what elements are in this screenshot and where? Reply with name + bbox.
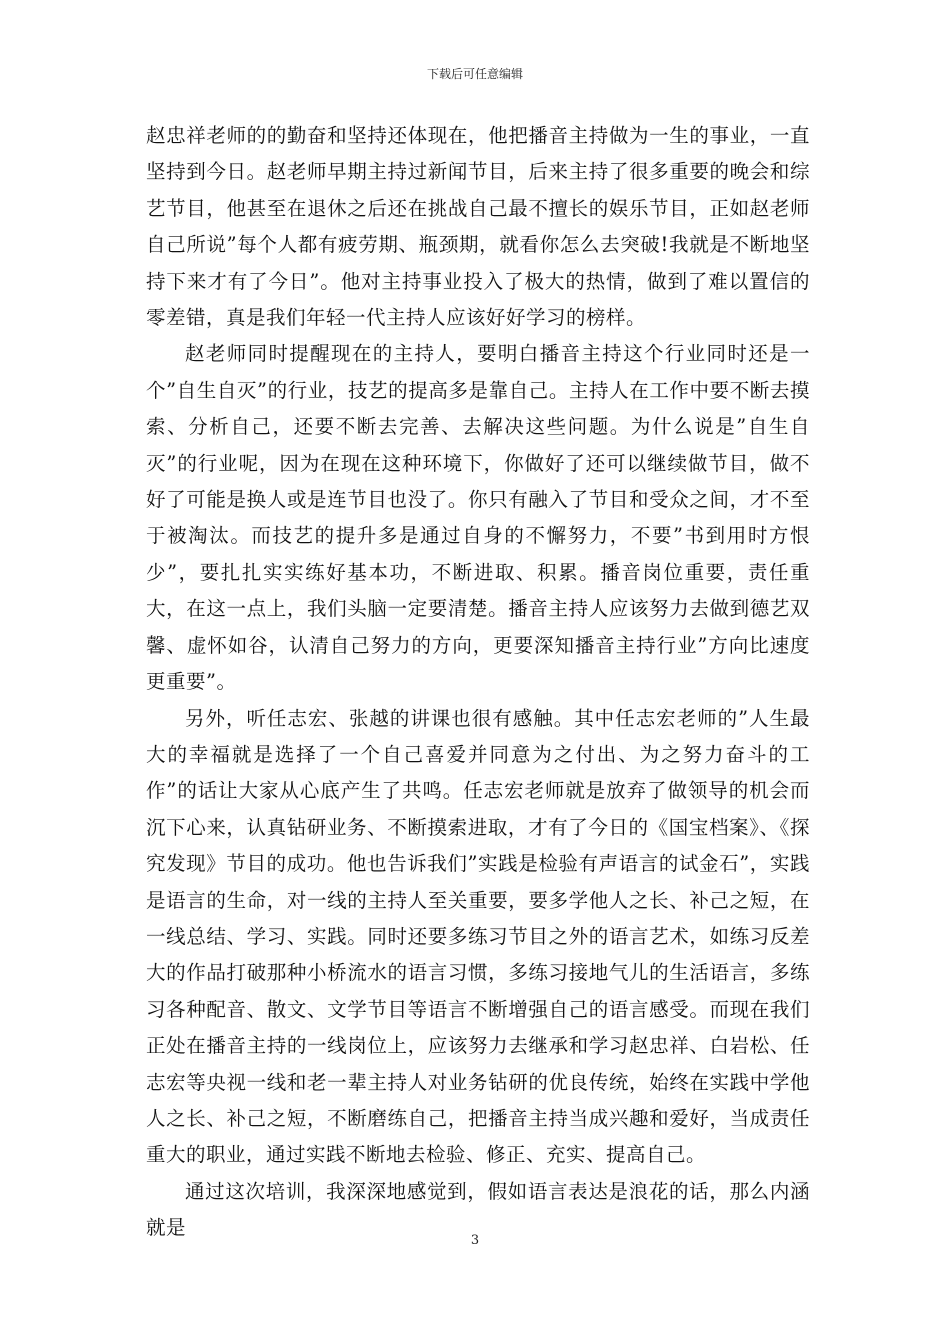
document-body (146, 118, 810, 1247)
paragraph-3: 另外，听任志宏、张越的讲课也很有感触。其中任志宏老师的”人生最大的幸福就是选择了一个自己喜爱并同意为之付出、为之努力奋斗的工作”的话让大家从心底产生了共鸣。任志宏老师就是放弃了做领导的机会而沉下心来，认真钻研业务、不断摸索进取，才有了今日的《国宝档案》、《探究发现》节目的成功。他也告诉我们”实践是检验有声语言的试金石”，实践是语言的生命，对一线的主持人至关重要，要多学他人之长、补己之短，在一线总结、学习、实践。同时还要多练习节目之外的语言艺术，如练习反差大的作品打破那种小桥流水的语言习惯，多练习接地气儿的生活语言，多练习各种配音、散文、文学节目等语言不断增强自己的语言感受。而现在我们正处在播音主持的一线岗位上，应该努力去继承和学习赵忠祥、白岩松、任志宏等央视一线和老一辈主持人对业务钻研的优良传统，始终在实践中学他人之长、补己之短，不断磨练自己，把播音主持当成兴趣和爱好，当成责任重大的职业，通过实践不断地去检验、修正、充实、提高自己。 (146, 706, 810, 1167)
page-number: 3 (470, 1233, 480, 1248)
page-header: 下载后可任意编辑 (426, 67, 523, 81)
paragraph-1: 赵忠祥老师的的勤奋和坚持还体现在，他把播音主持做为一生的事业，一直坚持到今日。赵老师早期主持过新闻节目，后来主持了很多重要的晚会和综艺节目，他甚至在退休之后还在挑战自己最不擅长的娱乐节目，正如赵老师自己所说”每个人都有疲劳期、瓶颈期，就看你怎么去突破!我就是不断地坚持下来才有了今日”。他对主持事业投入了极大的热情，做到了难以置信的零差错，真是我们年轻一代主持人应该好好学习的榜样。 (146, 124, 810, 330)
paragraph-4: 通过这次培训，我深深地感觉到，假如语言表达是浪花的话，那么内涵就是 (146, 1179, 810, 1240)
paragraph-2: 赵老师同时提醒现在的主持人，要明白播音主持这个行业同时还是一个”自生自灭”的行业，技艺的提高多是靠自己。主持人在工作中要不断去摸索、分析自己，还要不断去完善、去解决这些问题。为什么说是”自生自灭”的行业呢，因为在现在这种环境下，你做好了还可以继续做节目，做不好了可能是换人或是连节目也没了。你只有融入了节目和受众之间，才不至于被淘汰。而技艺的提升多是通过自身的不懈努力，不要”书到用时方恨少”，要扎扎实实练好基本功，不断进取、积累。播音岗位重要，责任重大，在这一点上，我们头脑一定要清楚。播音主持人应该努力去做到德艺双馨、虚怀如谷，认清自己努力的方向，更要深知播音主持行业”方向比速度更重要”。 (146, 342, 810, 694)
